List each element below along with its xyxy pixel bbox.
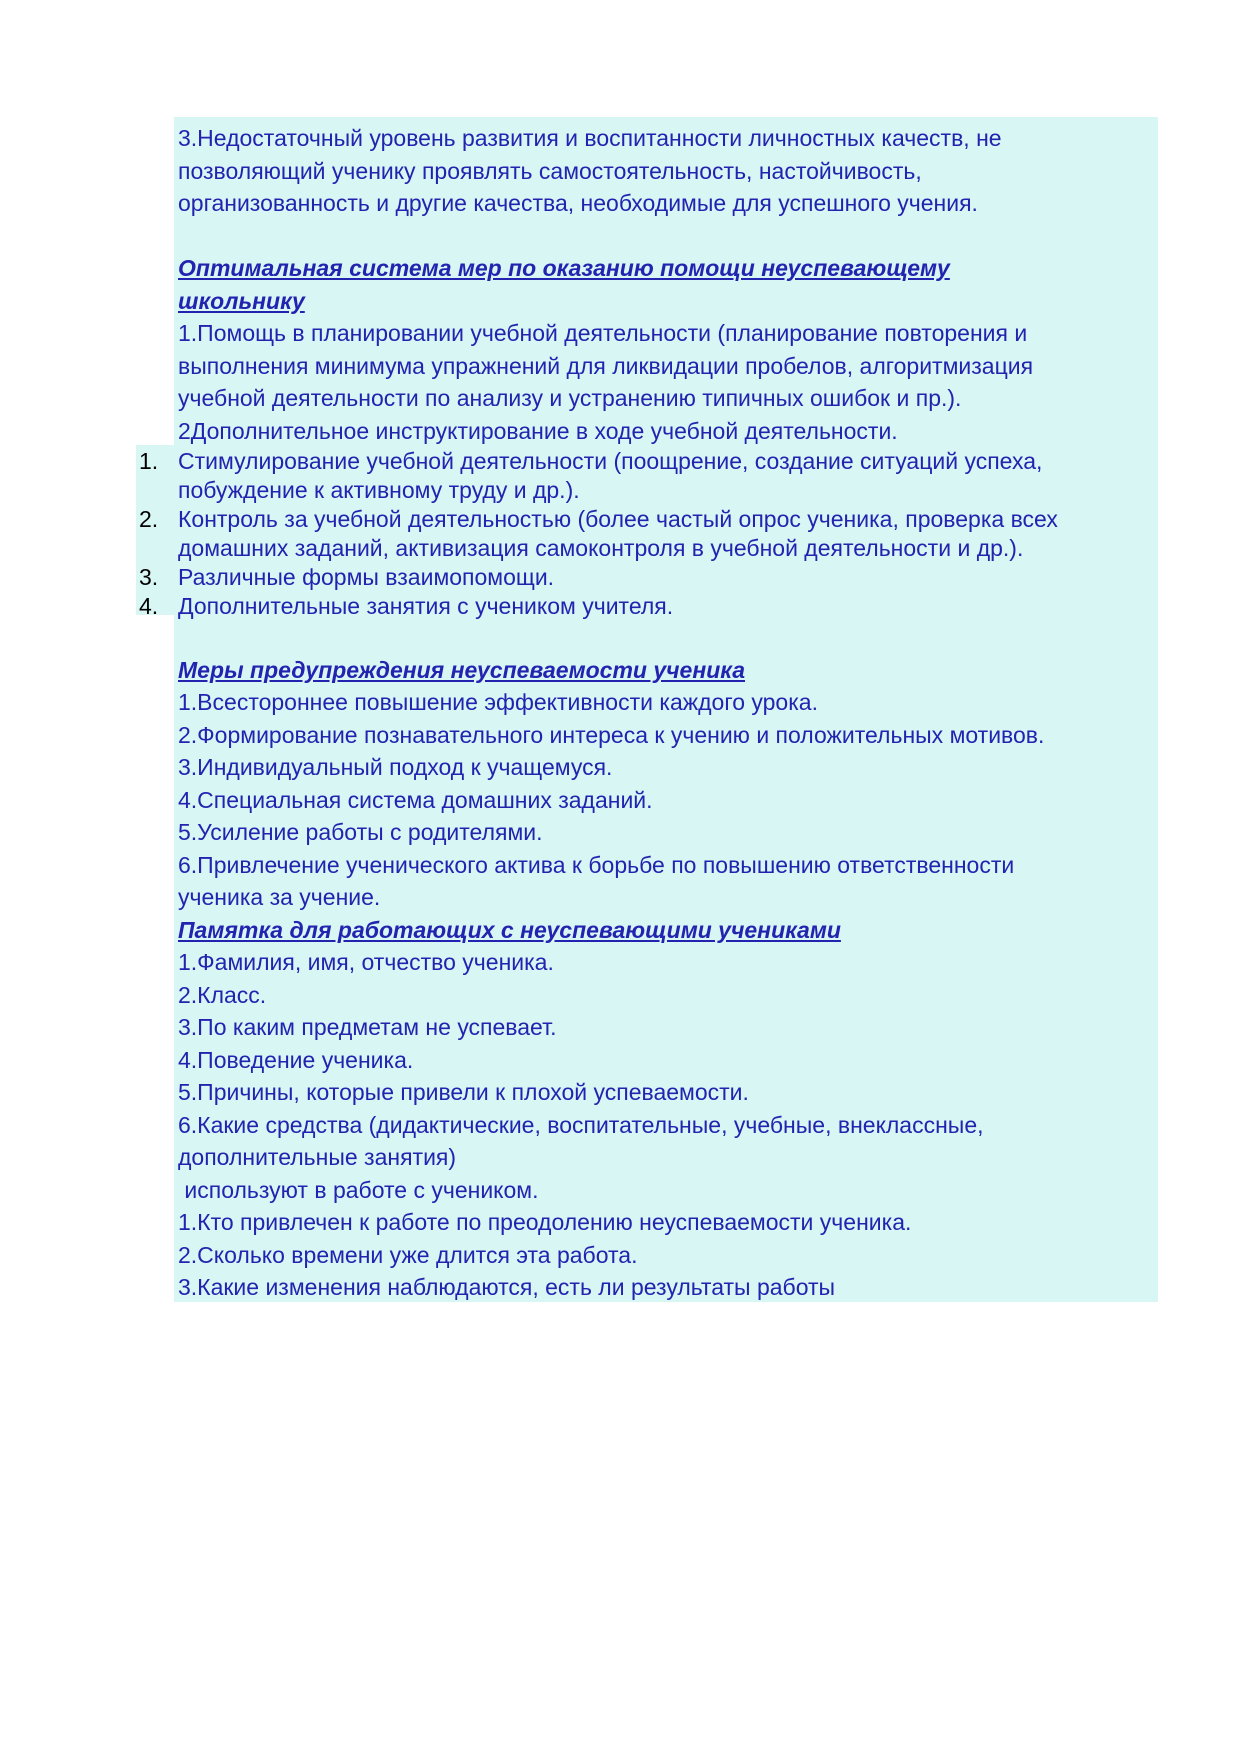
section-prevention-measures	[178, 654, 1153, 914]
text-line: 3.Индивидуальный подход к учащемуся.	[178, 754, 613, 780]
section-optimal-measures	[139, 252, 1153, 621]
section-memo	[178, 914, 1153, 1304]
text-line: организованность и другие качества, необходимые для успешного учения.	[178, 190, 978, 216]
text-line: 2.Класс.	[178, 981, 267, 1008]
text-line: 6.Какие средства (дидактические, воспитательные, учебные, внеклассные,	[178, 1111, 984, 1138]
text-line: выполнения минимума упражнений для ликвидации пробелов, алгоритмизация	[178, 352, 1034, 379]
list-number: 2.	[139, 506, 159, 532]
list-item-text: Стимулирование учебной деятельности (поощрение, создание ситуаций успеха,	[178, 448, 1043, 474]
blank-line	[178, 621, 1153, 654]
list-item-text: Различные формы взаимопомощи.	[178, 564, 555, 590]
list-item-text: Контроль за учебной деятельностью (более частый опрос ученика, проверка всех	[178, 506, 1058, 532]
text-line: 4.Специальная система домашних заданий.	[178, 786, 653, 813]
text-line: 4.Поведение ученика.	[178, 1046, 414, 1073]
list-item-text: домашних заданий, активизация самоконтроля в учебной деятельности и др.).	[178, 535, 1024, 561]
text-line: 5.Причины, которые привели к плохой успеваемости.	[178, 1079, 749, 1105]
text-line: 3.Какие изменения наблюдаются, есть ли результаты работы	[178, 1274, 836, 1300]
text-line: используют в работе с учеником.	[178, 1176, 539, 1203]
list-item-text: побуждение к активному труду и др.).	[178, 477, 580, 503]
section-heading: Памятка для работающих с неуспевающими учениками	[178, 916, 841, 943]
text-line: ученика за учение.	[178, 884, 381, 910]
list-item	[139, 505, 1153, 563]
text-line: 2Дополнительное инструктирование в ходе учебной деятельности.	[178, 417, 898, 444]
text-line: 6.Привлечение ученического актива к борьбе по повышению ответственности	[178, 851, 1015, 878]
text-line: позволяющий ученику проявлять самостоятельность, настойчивость,	[178, 157, 922, 184]
text-line: 1.Помощь в планировании учебной деятельности (планирование повторения и	[178, 320, 1028, 346]
list-number: 4.	[139, 593, 159, 619]
text-line: 1.Всестороннее повышение эффективности каждого урока.	[178, 689, 818, 715]
text-line: 1.Фамилия, имя, отчество ученика.	[178, 949, 554, 975]
blank-line	[178, 220, 1153, 253]
section-heading: Оптимальная система мер по оказанию помощи неуспевающему	[178, 255, 950, 281]
section-heading: школьнику	[178, 287, 305, 314]
document-body	[139, 122, 1153, 1304]
list-item	[139, 592, 1153, 621]
list-number: 1.	[139, 448, 159, 474]
list-item-text: Дополнительные занятия с учеником учителя.	[178, 593, 674, 619]
section-heading: Меры предупреждения неуспеваемости ученика	[178, 656, 746, 683]
text-line: 5.Усиление работы с родителями.	[178, 819, 543, 845]
text-line: дополнительные занятия)	[178, 1144, 457, 1170]
list-item	[139, 563, 1153, 592]
list-number: 3.	[139, 564, 159, 590]
text-line: 3.Недостаточный уровень развития и воспитанности личностных качеств, не	[178, 125, 1002, 151]
text-line: 2.Формирование познавательного интереса к учению и положительных мотивов.	[178, 721, 1045, 748]
text-line: 1.Кто привлечен к работе по преодолению неуспеваемости ученика.	[178, 1209, 912, 1235]
list-item	[139, 447, 1153, 505]
text-line: 2.Сколько времени уже длится эта работа.	[178, 1241, 638, 1268]
text-line: 3.По каким предметам не успевает.	[178, 1014, 557, 1040]
text-line: учебной деятельности по анализу и устранению типичных ошибок и пр.).	[178, 385, 962, 411]
numbered-list	[139, 447, 1153, 621]
intro-paragraph	[178, 122, 1153, 220]
